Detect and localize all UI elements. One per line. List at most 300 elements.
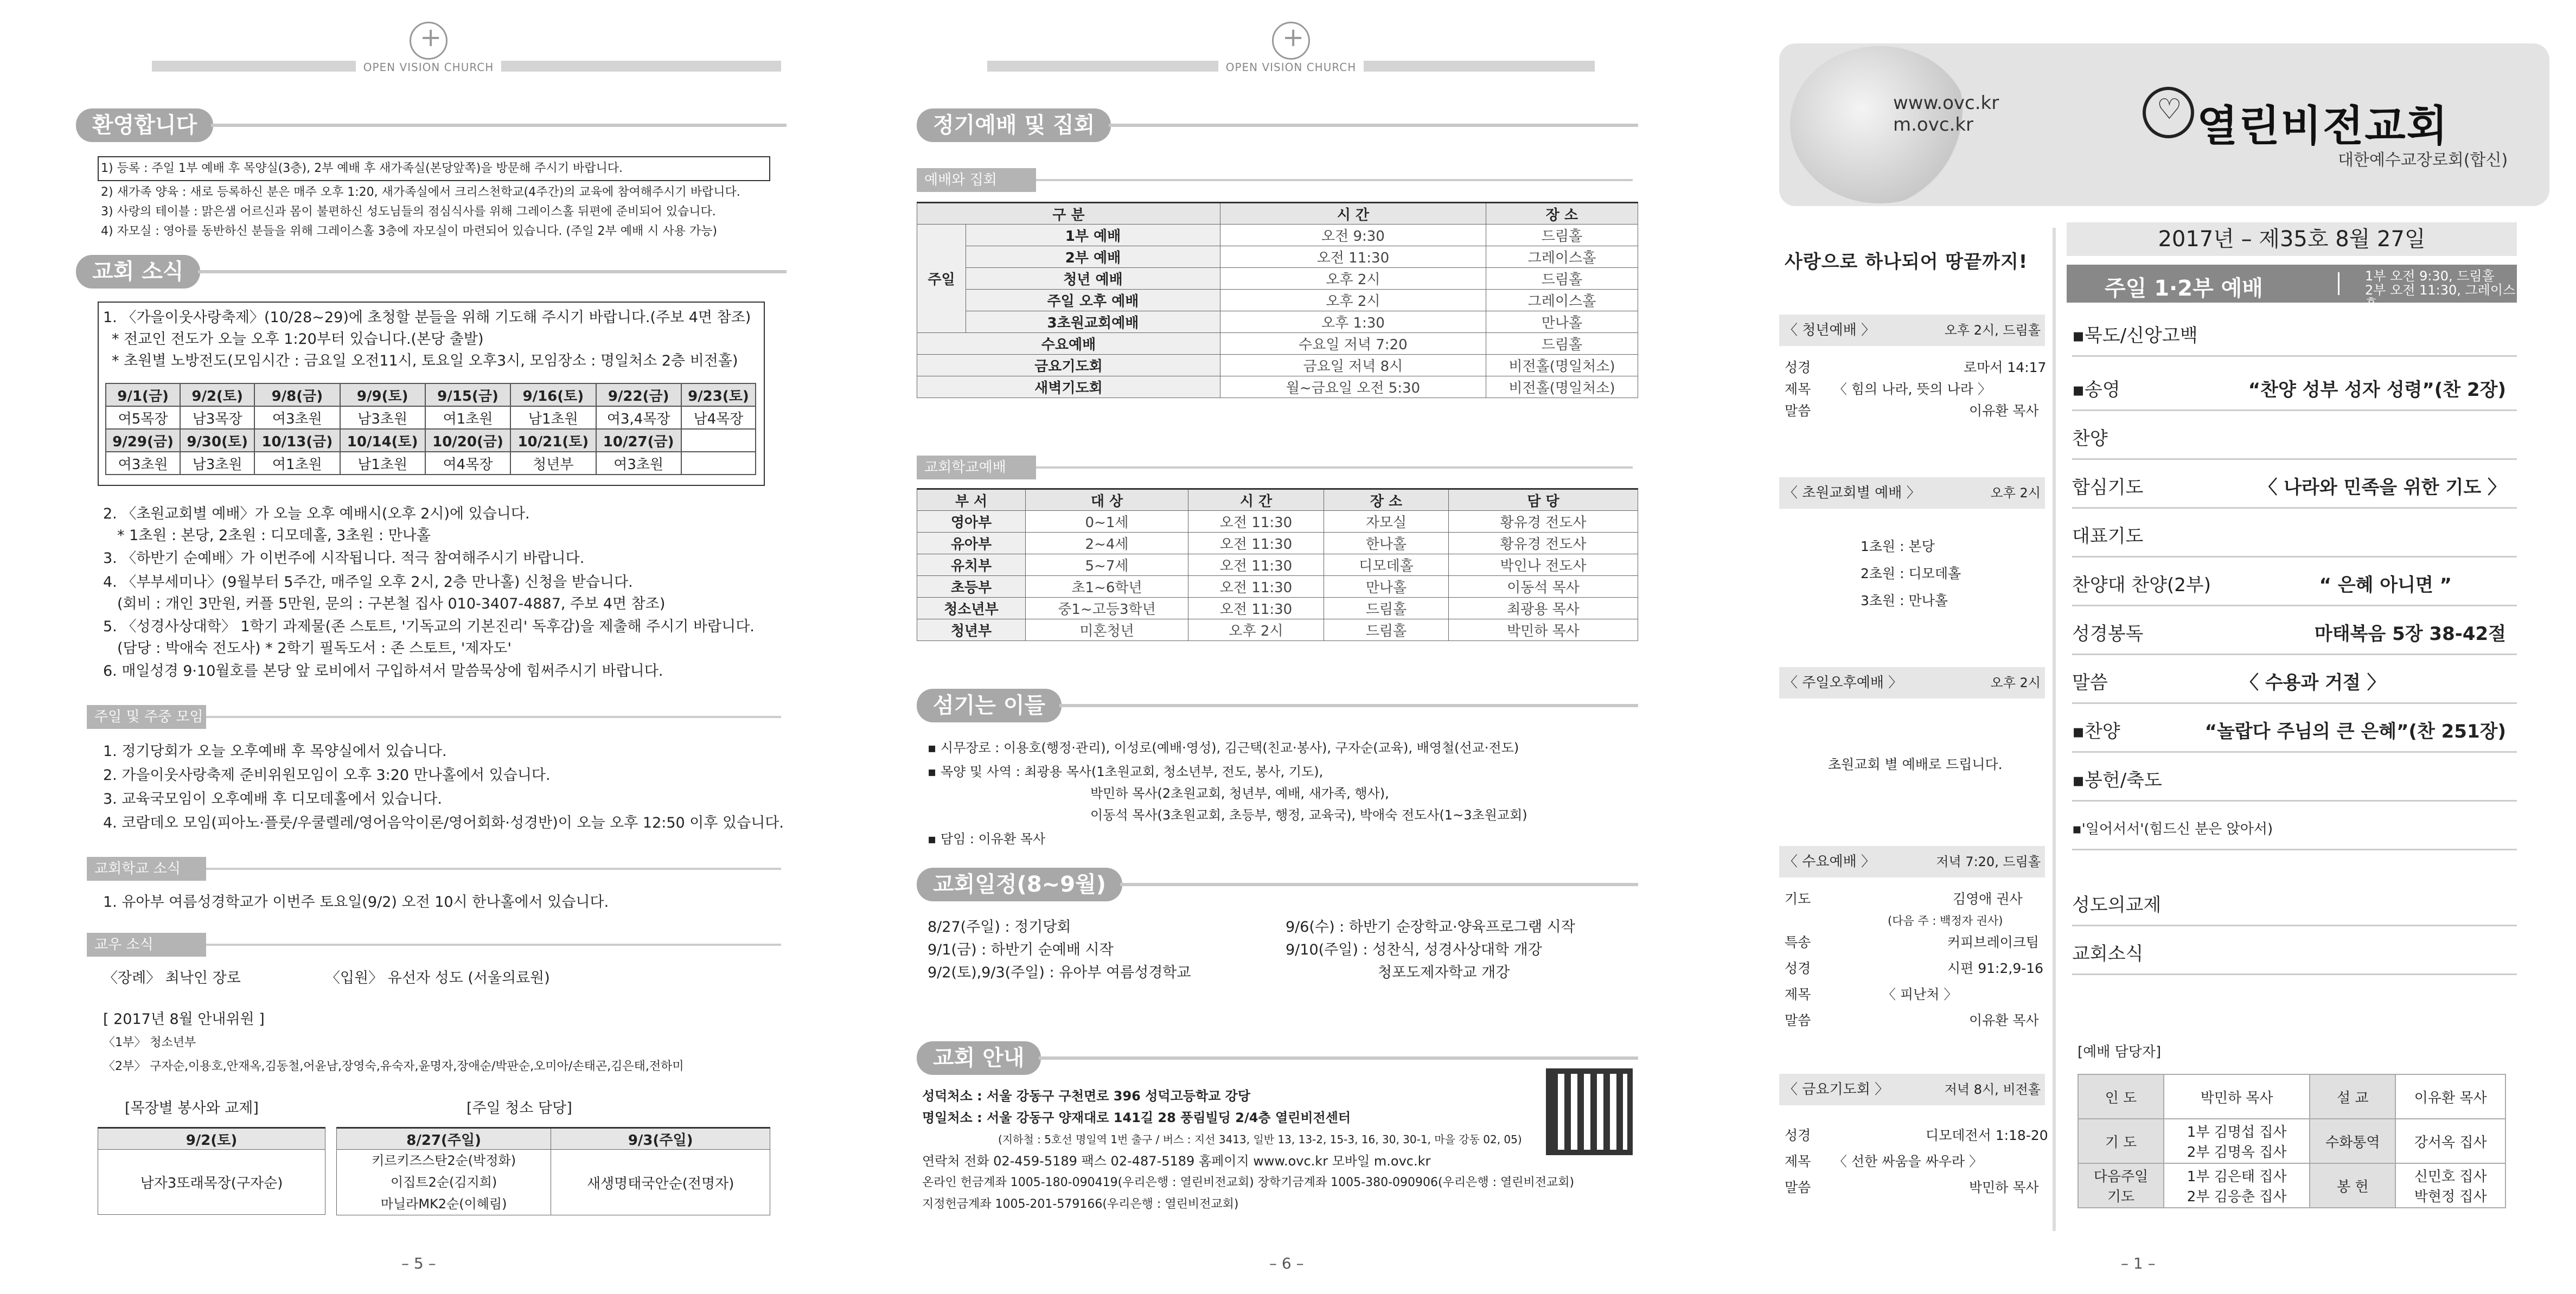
meeting-item: 1. 정기당회가 오늘 오후예배 후 목양실에서 있습니다. [103,743,447,760]
table-cell: 남4목장 [681,406,756,429]
table-cell: 봉 헌 [2310,1163,2395,1208]
table-cell: 다음주일 기도 [2078,1163,2164,1208]
subheading: 교회학교예배 [917,456,1036,479]
table-cell: 담 당 [1449,489,1638,511]
table-row [917,533,1638,554]
order-item [2072,315,2517,357]
row-value: 〈 힘의 나라, 뜻의 나라 〉 [1833,381,1991,397]
order-label: 대표기도 [2072,526,2144,547]
section-title: 교회일정(8~9월) [917,868,1122,901]
row-label: 제목 [1785,1154,1811,1169]
section-title: 정기예배 및 집회 [917,108,1111,142]
cleaning-title: [주일 청소 담당] [466,1100,572,1117]
section-servants [917,689,1638,722]
table-cell: 1부 예배 [966,225,1220,246]
table-cell: 강서옥 집사 [2395,1119,2505,1163]
header-caption: OPEN VISION CHURCH [1218,61,1364,74]
info-item: 지정헌금계좌 1005-201-579166(우리은행 : 열린비전교회) [922,1197,1239,1211]
table-row [917,268,1638,290]
news-item: 1. 〈가을이웃사랑축제〉(10/28~29)에 초청할 분들을 위해 기도해 주시기 바랍니다.(주보 4면 참조) [103,309,751,326]
news-item: (회비 : 개인 3만원, 커플 5만원, 문의 : 구본철 집사 010-3407-4887, 주보 4면 참조) [117,595,666,612]
denomination: 대한예수교장로회(합신) [2338,151,2508,170]
header-time: 오후 2시 [1990,675,2041,690]
table-cell: 10/27(금) [596,429,681,452]
cleaning-table [336,1127,770,1215]
table-cell: 수화통역 [2310,1119,2395,1163]
table-row [98,1128,325,1150]
header-label: 〈 금요기도회 〉 [1784,1081,1889,1098]
news-item: (담당 : 박애숙 전도사) * 2학기 필독도서 : 존 스토트, '제자도' [117,640,512,657]
table-cell: 시 간 [1220,203,1486,225]
servant-item: ▪ 목양 및 사역 : 최광용 목사(1초원교회, 청소년부, 전도, 봉사, 기도), [928,764,1324,779]
table-row [2078,1119,2505,1163]
table-cell: 장 소 [1486,203,1638,225]
section-line [1109,124,1638,127]
table-row [917,311,1638,333]
page-number: – 6 – [1269,1254,1304,1272]
order-value: “ 은혜 아니면 ” [2319,574,2452,596]
subheading-line [206,944,781,946]
table-cell: 오후 2시 [1220,268,1486,290]
order-item [2072,933,2517,975]
guide-item: 〈2부〉 구자순,이용호,안재옥,김동철,어윤남,장영숙,유숙자,윤명자,장애순/박판순,오미아/손태곤,김은태,전하미 [103,1060,684,1073]
table-cell: 오후 2시 [1220,290,1486,311]
table-cell: 오전 11:30 [1188,511,1324,533]
table-cell: 중1~고등3학년 [1026,598,1188,619]
section-line [211,124,787,127]
welcome-item: 2) 새가족 양육 : 새로 등록하신 분은 매주 오후 1:20, 새가족실에서 크리스천학교(4주간)의 교육에 참여해주시기 바랍니다. [101,185,740,199]
row-value: 2초원 : 디모데홀 [1861,566,1961,581]
issue-date: 2017년 – 제35호 8월 27일 [2067,222,2517,256]
table-cell: 초1~6학년 [1026,576,1188,598]
table-cell: 9/23(토) [681,383,756,406]
table-cell: 남1초원 [510,406,596,429]
guide-title: [ 2017년 8월 안내위원 ] [103,1011,265,1028]
table-cell: 비전홀(명일처소) [1486,355,1638,376]
table-cell: 만나홀 [1324,576,1449,598]
row-value: 초원교회 별 예배로 드립니다. [1828,757,2003,772]
cleaning-team: 이집트2순(김지희) [391,1175,497,1190]
table-cell: 수요예배 [917,333,1220,355]
table-cell: 드림홀 [1486,333,1638,355]
page-6 [857,0,1725,1294]
table-cell [681,452,756,475]
table-cell: 10/21(토) [510,429,596,452]
table-cell: 새벽기도회 [917,376,1220,398]
table-row [917,333,1638,355]
news-item: 6. 매일성경 9·10월호를 본당 앞 로비에서 구입하셔서 말씀묵상에 힘써주시기 바랍니다. [103,663,663,680]
table-row [917,576,1638,598]
order-item [2072,369,2517,411]
worship-times [2365,269,2517,311]
news-item: 2. 〈초원교회별 예배〉가 오늘 오후 예배시(오후 2시)에 있습니다. [103,505,530,522]
guide-item: 〈1부〉 청소년부 [103,1036,196,1049]
row-label: 말씀 [1785,403,1811,419]
section-info [917,1041,1638,1075]
section-welcome [76,108,787,142]
schedule-item: 9/6(수) : 하반기 순장학교·양육프로그램 시작 [1286,919,1575,936]
row-value: 3초원 : 만나홀 [1861,593,1948,608]
table-cell: 인 도 [2078,1074,2164,1119]
member-item: 〈장례〉 최낙인 장로 [103,970,241,986]
row-value: 이유환 목사 [1969,403,2039,419]
table-row [106,383,756,406]
worship-time: 1부 오전 9:30, 드림홀 [2365,268,2495,284]
table-cell: 남1초원 [340,452,425,475]
table-cell: 박민하 목사 [1449,619,1638,641]
servant-item: 박민하 목사(2초원교회, 청년부, 예배, 새가족, 행사), [1090,786,1389,801]
order-label: 교회소식 [2072,943,2144,965]
row-label: 제목 [1785,986,1811,1002]
table-cell: 그레이스홀 [1486,246,1638,268]
info-item: (지하철 : 5호선 명일역 1번 출구 / 버스 : 지선 3413, 일반 13, 13-2, 15-3, 16, 30, 30-1, 마을 강동 02, 05) [998,1133,1522,1146]
order-item [2072,662,2517,704]
header-time: 저녁 8시, 비전홀 [1944,1082,2041,1097]
news-item: 5. 〈성경사상대학〉 1학기 과제물(존 스토트, '기독교의 기본진리' 독후감)을 제출해 주시기 바랍니다. [103,618,755,635]
table-cell: 한나홀 [1324,533,1449,554]
header-time: 오후 2시 [1990,485,2041,501]
news-item: * 초원별 노방전도(모임시간 : 금요일 오전11시, 토요일 오후3시, 모임장소 : 명일처소 2층 비전홀) [112,353,738,369]
table-row [106,429,756,452]
table-row [337,1128,770,1150]
row-label: 기도 [1785,891,1811,907]
table-cell: 여3초원 [596,452,681,475]
table-cell: 설 교 [2310,1074,2395,1119]
row-label: 성경 [1785,1128,1811,1143]
mokjang-table [98,1127,325,1215]
wednesday-service-header [1779,846,2045,877]
row-label: 말씀 [1785,1180,1811,1195]
table-cell: 여3초원 [106,452,180,475]
school-service-table [917,488,1638,641]
mokjang-title: [목장별 봉사와 교제] [125,1100,259,1117]
schedule-item: 9/1(금) : 하반기 순예배 시작 [928,941,1114,958]
order-value: “찬양 성부 성자 성령”(찬 2장) [2248,379,2506,401]
row-value: 이유환 목사 [1969,1013,2039,1028]
school-item: 1. 유아부 여름성경학교가 이번주 토요일(9/2) 오전 10시 한나홀에서 있습니다. [103,894,609,911]
table-cell: 청년부 [917,619,1026,641]
section-services [917,108,1638,142]
table-cell: 남3목장 [180,406,254,429]
table-cell: 9/16(토) [510,383,596,406]
table-cell: 박인나 전도사 [1449,554,1638,576]
section-title: 섬기는 이들 [917,689,1062,722]
row-value: 디모데전서 1:18-20 [1926,1128,2048,1143]
grassland-service-header [1779,477,2045,509]
table-cell: 0~1세 [1026,511,1188,533]
table-row [106,452,756,475]
subheading: 교우 소식 [87,933,206,957]
table-row [917,376,1638,398]
subheading-line [206,868,781,870]
table-cell: 만나홀 [1486,311,1638,333]
table-cell: 9/3(주일) [551,1128,770,1150]
section-line [1059,704,1638,707]
page-number: – 5 – [401,1254,436,1272]
table-cell: 1부 김은태 집사 2부 김응춘 집사 [2164,1163,2310,1208]
subheading: 예배와 집회 [917,168,1036,192]
welcome-item: 4) 자모실 : 영아를 동반하신 분들을 위해 그레이스홀 3층에 자모실이 마련되어 있습니다. (주일 2부 예배 시 사용 가능) [101,225,718,238]
table-cell: 9/9(토) [340,383,425,406]
header-label: 〈 청년예배 〉 [1784,322,1875,338]
table-cell: 장 소 [1324,489,1449,511]
servant-item: ▪ 담임 : 이유환 목사 [928,831,1046,847]
table-cell: 오전 11:30 [1188,598,1324,619]
staff-title: [예배 담당자] [2078,1044,2162,1060]
welcome-item: 3) 사랑의 테이블 : 맑은샘 어르신과 몸이 불편하신 성도님들의 점심식사를 위해 그레이스홀 뒤편에 준비되어 있습니다. [101,205,716,219]
subheading: 주일 및 주중 모임 [87,705,206,729]
subheading: 교회학교 소식 [87,857,206,881]
order-item [2072,564,2517,606]
table-cell: 여4목장 [425,452,510,475]
table-cell: 드림홀 [1486,225,1638,246]
table-cell: 황유경 전도사 [1449,511,1638,533]
meeting-item: 2. 가을이웃사랑축제 준비위원모임이 오후 3:20 만나홀에서 있습니다. [103,767,551,784]
table-cell: 오후 1:30 [1220,311,1486,333]
schedule-item: 9/10(주일) : 성찬식, 성경사상대학 개강 [1286,941,1542,958]
table-cell: 청년부 [510,452,596,475]
row-label: 제목 [1785,381,1811,397]
order-value: 〈 나라와 민족을 위한 기도 〉 [2259,477,2506,498]
table-cell: 초등부 [917,576,1026,598]
news-item: 3. 〈하반기 순예배〉가 이번주에 시작됩니다. 적극 참여해주시기 바랍니다. [103,550,585,567]
row-value: 〈 피난처 〉 [1882,986,1958,1002]
info-item: 온라인 헌금계좌 1005-180-090419(우리은행 : 열린비전교회) 장학기금계좌 1005-380-090906(우리은행 : 열린비전교회) [922,1176,1575,1189]
header-label: 〈 수요예배 〉 [1784,854,1875,870]
schedule-item: 청포도제자학교 개강 [1378,964,1510,981]
section-line [1120,883,1638,886]
table-cell: 여3초원 [254,406,340,429]
table-row [917,489,1638,511]
table-cell: 금요기도회 [917,355,1220,376]
church-name: 열린비전교회 [2197,102,2449,151]
order-label: 찬양 [2072,428,2108,450]
cleaning-team: 키르키즈스탄2순(박정화) [372,1153,516,1168]
table-cell: 기 도 [2078,1119,2164,1163]
order-value: 마태복음 5장 38-42절 [2314,623,2506,645]
table-cell: 10/20(금) [425,429,510,452]
order-label: ▪송영 [2072,379,2120,401]
page-number: – 1 – [2121,1254,2156,1272]
order-item [2072,613,2517,655]
page-5 [0,0,857,1294]
table-cell [337,1150,551,1215]
header-time: 저녁 7:20, 드림홀 [1936,854,2041,869]
website-link[interactable]: www.ovc.kr [1893,92,1999,114]
table-cell: 자모실 [1324,511,1449,533]
section-line [1039,1056,1639,1060]
table-row [917,355,1638,376]
table-cell: 드림홀 [1486,268,1638,290]
table-cell: 여3,4목장 [596,406,681,429]
table-cell: 1부 김명섭 집사 2부 김명옥 집사 [2164,1119,2310,1163]
table-cell: 여1초원 [254,452,340,475]
schedule-item: 8/27(주일) : 정기당회 [928,919,1071,936]
table-cell: 새생명태국안순(전명자) [551,1150,770,1215]
qr-code-icon[interactable] [1546,1068,1633,1155]
table-cell: 주일 [917,225,966,333]
table-cell: 3초원교회예배 [966,311,1220,333]
row-value: 커피브레이크팀 [1947,934,2040,950]
row-value: 김영애 권사 [1953,891,2023,907]
header-label: 〈 초원교회별 예배 〉 [1784,485,1921,501]
evangelism-table [105,383,756,475]
table-cell: 9/8(금) [254,383,340,406]
order-value: 〈 수용과 거절 〉 [2240,672,2386,694]
table-row [917,225,1638,246]
table-row [917,619,1638,641]
row-value: 박민하 목사 [1969,1180,2039,1195]
table-cell: 영아부 [917,511,1026,533]
church-logo-icon [2143,87,2194,138]
table-cell: 시 간 [1188,489,1324,511]
section-title: 환영합니다 [76,108,213,142]
friday-prayer-header [1779,1074,2045,1105]
worship-time: 2부 오전 11:30, 그레이스홀 [2365,283,2516,312]
table-cell: 대 상 [1026,489,1188,511]
table-cell: 9/2(토) [98,1128,325,1150]
service-table [917,202,1638,398]
subheading-line [1036,179,1633,181]
table-row [106,406,756,429]
section-line [198,270,787,273]
table-cell: 오전 9:30 [1220,225,1486,246]
section-title: 교회 소식 [76,255,200,289]
table-cell: 여5목장 [106,406,180,429]
table-row [917,246,1638,268]
table-cell: 8/27(주일) [337,1128,551,1150]
order-label: 성도의교제 [2072,894,2162,916]
table-cell: 미혼청년 [1026,619,1188,641]
table-cell: 디모데홀 [1324,554,1449,576]
order-label: ▪묵도/신앙고백 [2072,325,2198,347]
table-cell: 오전 11:30 [1188,576,1324,598]
table-cell: 드림홀 [1324,619,1449,641]
order-item [2072,759,2517,802]
table-cell: 남3초원 [340,406,425,429]
row-value: 〈 선한 싸움을 싸우라 〉 [1833,1154,1983,1169]
subheading-line [206,716,781,718]
order-value: “놀랍다 주님의 큰 은혜”(찬 251장) [2204,721,2506,742]
order-item [2072,884,2517,926]
table-cell: 수요일 저녁 7:20 [1220,333,1486,355]
row-value: 1초원 : 본당 [1861,539,1935,554]
table-cell: 오전 11:30 [1220,246,1486,268]
table-cell: 청소년부 [917,598,1026,619]
row-label: 말씀 [1785,1013,1811,1028]
table-cell: 드림홀 [1324,598,1449,619]
order-item [2072,418,2517,460]
table-cell: 남자3또래목장(구자순) [98,1150,325,1215]
mobile-link[interactable]: m.ovc.kr [1893,114,1974,136]
table-cell: 5~7세 [1026,554,1188,576]
news-item: 4. 〈부부세미나〉(9월부터 5주간, 매주일 오후 2시, 2층 만나홀) 신청을 받습니다. [103,574,633,591]
page-header [0,22,857,81]
row-value: 시편 91:2,9-16 [1947,960,2044,976]
table-cell: 2부 예배 [966,246,1220,268]
order-item [2072,808,2517,850]
cleaning-team: 마닐라MK2순(이혜림) [380,1196,507,1212]
table-row [917,290,1638,311]
church-logo-icon [1272,22,1310,60]
table-cell: 황유경 전도사 [1449,533,1638,554]
table-cell: 남3초원 [180,452,254,475]
member-item: 〈입원〉 유선자 성도 (서울의료원) [325,970,550,986]
subheading-line [1036,466,1633,469]
table-cell: 주일 오후 예배 [966,290,1220,311]
table-cell: 9/15(금) [425,383,510,406]
table-row [917,203,1638,225]
page-1-cover [1725,0,2576,1294]
staff-table [2078,1074,2506,1208]
table-cell: 오전 11:30 [1188,554,1324,576]
youth-service-header [1779,315,2045,346]
order-item [2072,710,2517,753]
table-cell: 9/30(토) [180,429,254,452]
section-schedule [917,868,1638,901]
website-links [1893,92,1999,136]
table-cell: 오전 11:30 [1188,533,1324,554]
news-item: * 1초원 : 본당, 2초원 : 디모데홀, 3초원 : 만나홀 [117,527,431,544]
section-news [76,255,787,289]
row-value: 로마서 14:17 [1964,360,2047,375]
table-cell: 유아부 [917,533,1026,554]
table-cell: 9/2(토) [180,383,254,406]
header-label: 〈 주일오후예배 〉 [1784,675,1903,691]
order-label: ▪'일어서서'(힘드신 분은 앉아서) [2072,821,2273,837]
section-title: 교회 안내 [917,1041,1041,1075]
table-cell: 10/14(토) [340,429,425,452]
table-row [917,511,1638,533]
table-cell: 금요일 저녁 8시 [1220,355,1486,376]
info-item: 성덕처소 : 서울 강동구 구천면로 396 성덕고등학교 강당 [922,1088,1251,1104]
header-time: 오후 2시, 드림홀 [1944,323,2041,338]
table-cell: 9/22(금) [596,383,681,406]
row-label: 특송 [1785,934,1811,950]
table-cell: 그레이스홀 [1486,290,1638,311]
table-cell: 9/1(금) [106,383,180,406]
worship-banner [2067,265,2517,312]
welcome-item: 1) 등록 : 주일 1부 예배 후 목양실(3층), 2부 예배 후 새가족실(본당앞쪽)을 방문해 주시기 바랍니다. [101,162,623,175]
table-cell: 이동석 목사 [1449,576,1638,598]
order-item [2072,466,2517,509]
order-label: 합심기도 [2072,477,2144,498]
slogan: 사랑으로 하나되어 땅끝까지! [1785,251,2028,273]
table-cell: 구 분 [917,203,1220,225]
table-cell [681,429,756,452]
church-logo-icon [410,22,448,60]
afternoon-service-header [1779,667,2045,699]
row-label: 성경 [1785,360,1811,375]
row-value: (다음 주 : 백정자 권사) [1888,914,2003,927]
worship-title: 주일 1·2부 예배 [2105,276,2263,301]
table-row [917,554,1638,576]
table-cell: 부 서 [917,489,1026,511]
info-item: 연락처 전화 02-459-5189 팩스 02-487-5189 홈페이지 www.ovc.kr 모바일 m.ovc.kr [922,1154,1431,1169]
separator [2338,272,2340,295]
table-row [2078,1074,2505,1119]
page-header [857,22,1725,81]
table-cell: 월~금요일 오전 5:30 [1220,376,1486,398]
order-label: 성경봉독 [2072,623,2144,645]
header-caption: OPEN VISION CHURCH [356,61,502,74]
servant-item: 이동석 목사(3초원교회, 초등부, 행정, 교육국), 박애숙 전도사(1~3초원교회) [1090,808,1527,823]
order-label: 말씀 [2072,672,2108,694]
table-cell: 신민호 집사 박현정 집사 [2395,1163,2505,1208]
table-cell: 최광용 목사 [1449,598,1638,619]
table-cell: 이유환 목사 [2395,1074,2505,1119]
table-cell: 2~4세 [1026,533,1188,554]
